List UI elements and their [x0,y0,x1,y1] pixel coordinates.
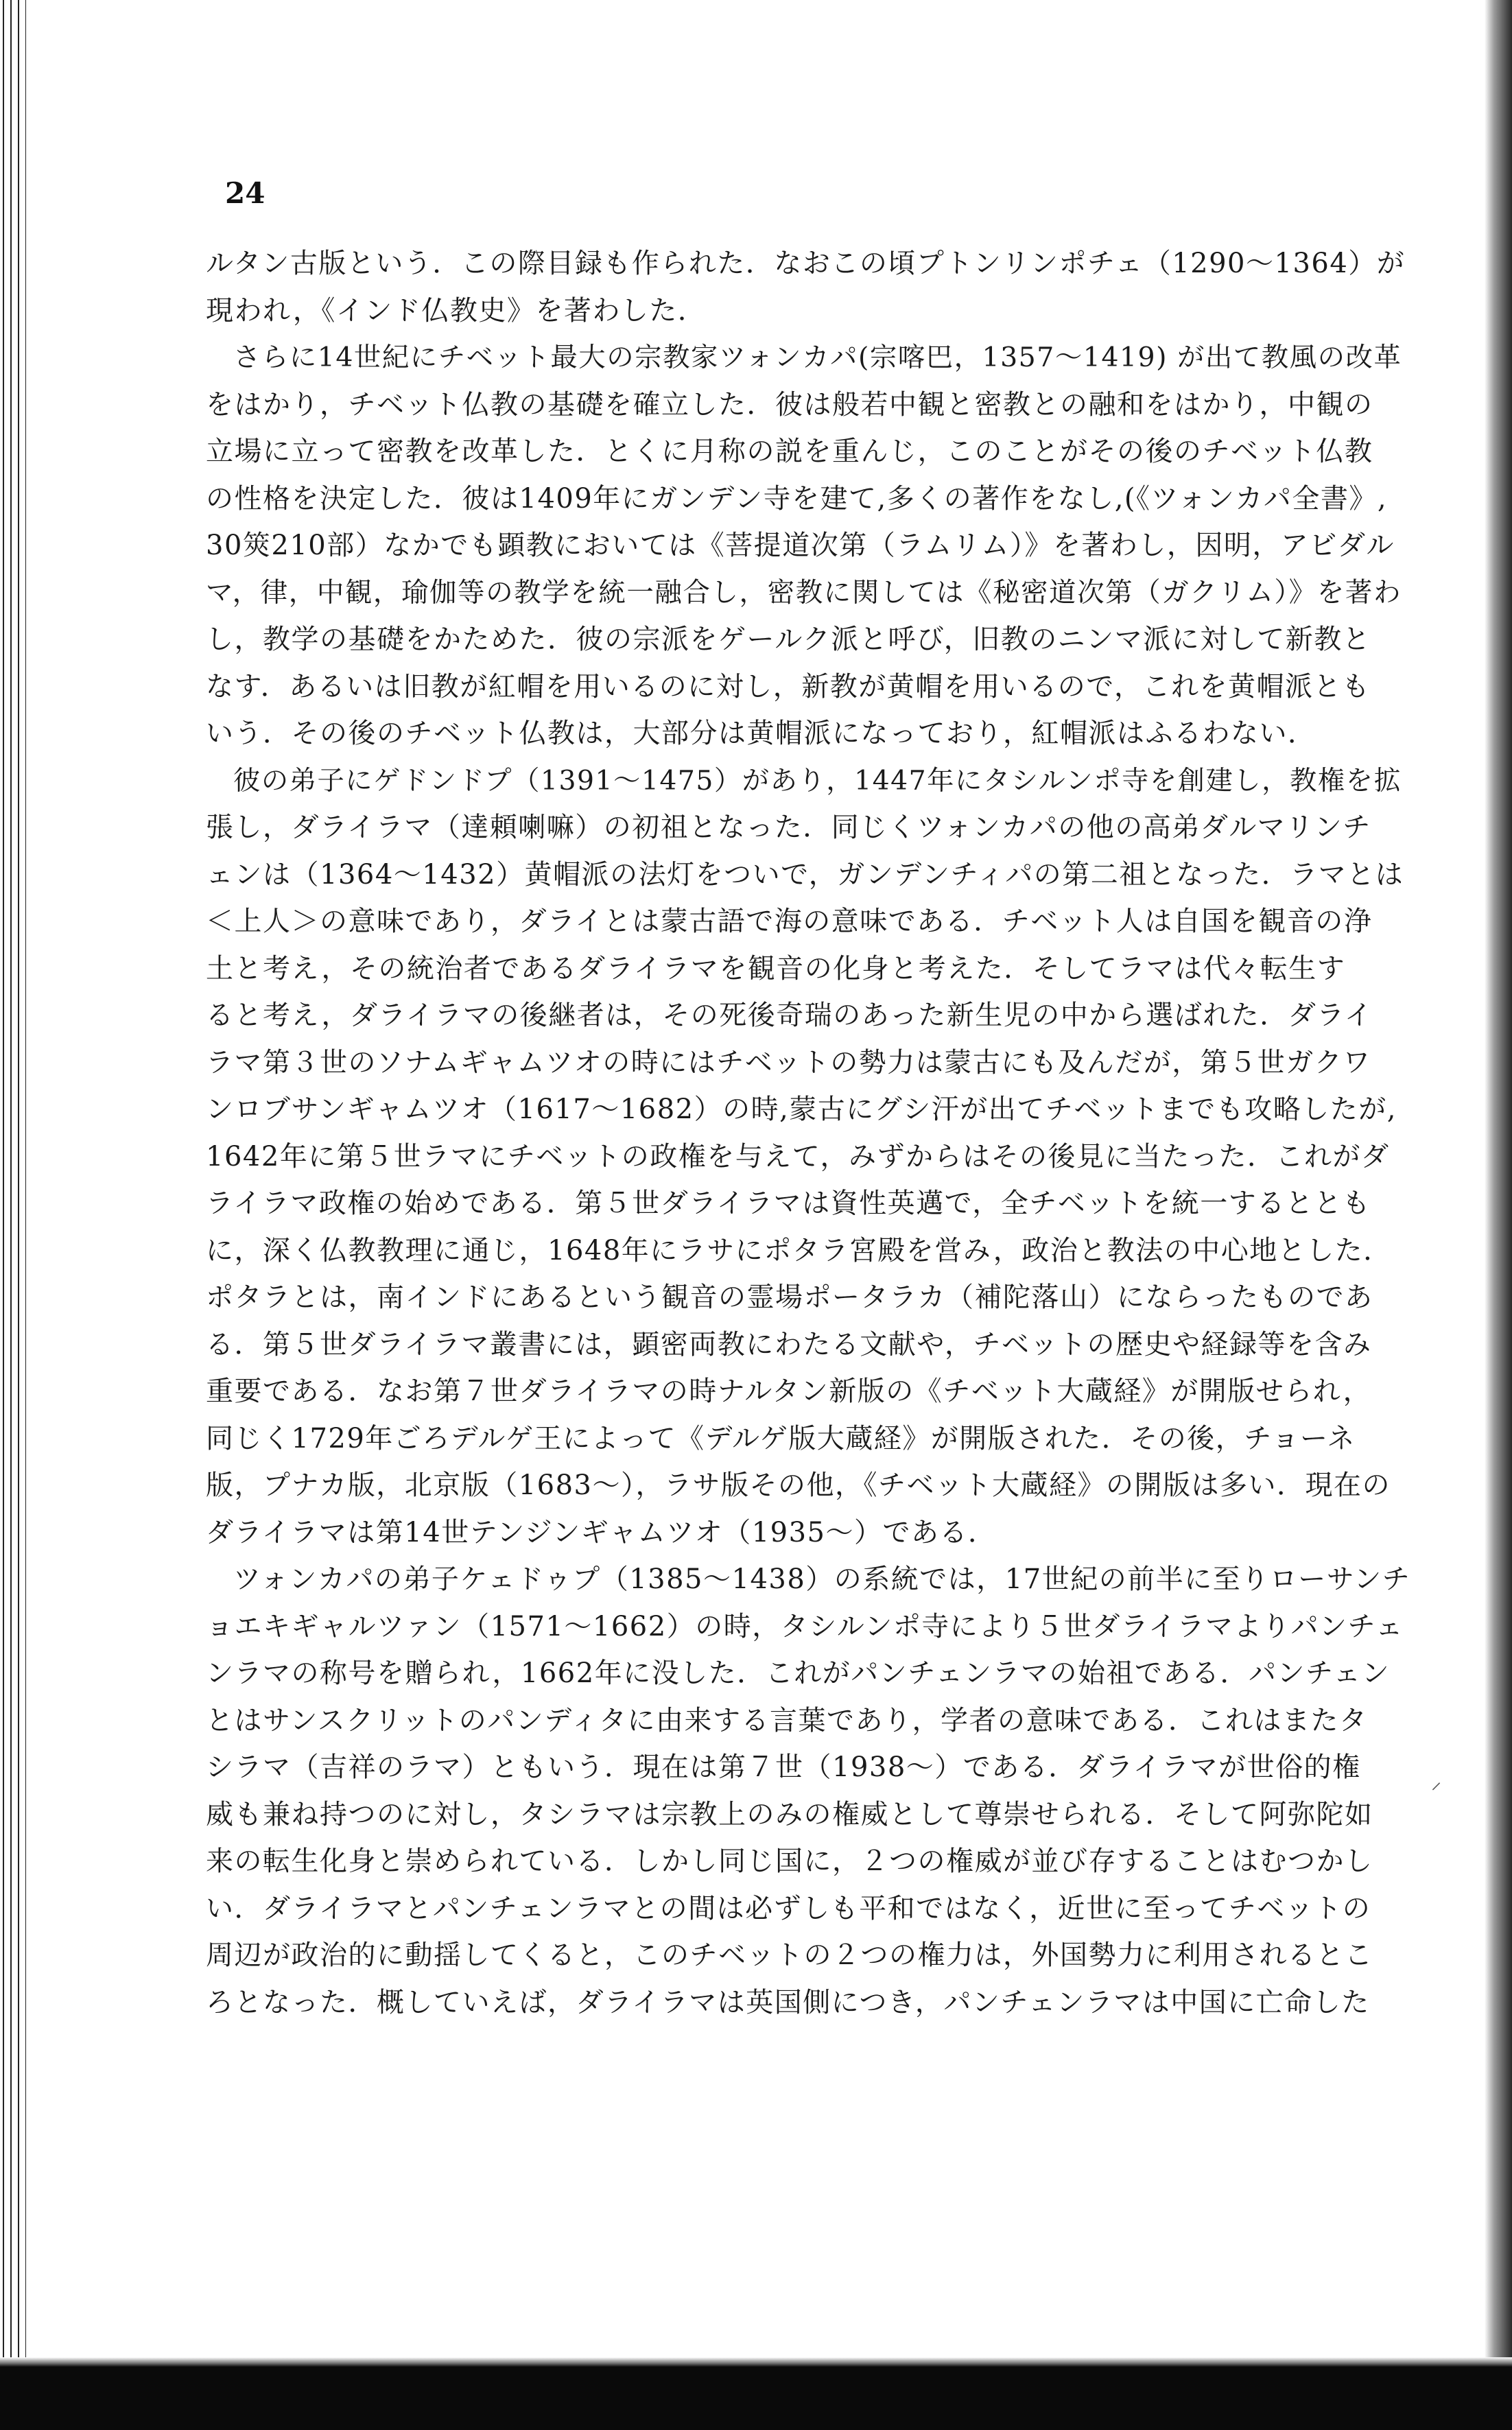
page-binding-right-edge [1485,0,1512,2430]
text-line: ラマ第３世のソナムギャムツオの時にはチベットの勢力は蒙古にも及んだが，第５世ガクワ [206,1046,1371,1078]
text-line: マ，律，中観，瑜伽等の教学を統一融合し，密教に関しては《秘密道次第（ガクリム）》を著わ [206,576,1402,609]
margin-mark: ⸝ [1431,1770,1441,1794]
text-line: 彼の弟子にゲドンドプ（1391～1475）があり，1447年にタシルンポ寺を創建し，教権を拡 [233,764,1402,797]
text-line: なす．あるいは旧教が紅帽を用いるのに対し，新教が黄帽を用いるので，これを黄帽派とも [206,670,1371,703]
text-line: い．ダライラマとパンチェンラマとの間は必ずしも平和ではなく，近世に至ってチベットの [206,1892,1371,1924]
scan-bottom-band [0,2367,1512,2430]
text-line: ツォンカパの弟子ケェドゥプ（1385～1438）の系統では，17世紀の前半に至りローサンチ [233,1564,1411,1595]
text-line: ルタン古版という．この際目録も作られた．なおこの頃プトンリンポチェ（1290～1364）が [206,248,1406,279]
text-line: ダライラマは第14世テンジンギャムツオ（1935～）である． [206,1516,997,1548]
text-line: ンラマの称号を贈られ，1662年に没した．これがパンチェンラマの始祖である．パンチェン [206,1658,1391,1689]
text-line: ョエキギャルツァン（1571～1662）の時，タシルンポ寺により５世ダライラマよりパンチェ [206,1610,1404,1642]
page-number: 24 [225,176,265,210]
page-binding-left-edge [0,0,26,2430]
text-line: ポタラとは，南インドにあるという観音の霊場ポータラカ（補陀落山）にならったものであ [206,1282,1373,1313]
text-line: シラマ（吉祥のラマ）ともいう．現在は第７世（1938～）である．ダライラマが世俗的権 [206,1751,1361,1783]
text-line: ェンは（1364～1432）黄帽派の法灯をついで，ガンデンチィパの第二祖となった．ラマとは [206,858,1404,890]
text-line: ると考え，ダライラマの後継者は，その死後奇瑞のあった新生児の中から選ばれた．ダライ [206,1000,1373,1031]
text-line: 版，プナカ版，北京版（1683～），ラサ版その他，《チベット大蔵経》の開版は多い．現在の [206,1470,1391,1501]
text-line: いう．その後のチベット仏教は，大部分は黄帽派になっており，紅帽派はふるわない． [206,718,1316,749]
body-text [206,240,1413,2026]
text-line: 威も兼ね持つのに対し，タシラマは宗教上のみの権威として尊崇せられる．そして阿弥陀如 [206,1798,1373,1830]
text-line: 周辺が政治的に動揺してくると，このチベットの２つの権力は，外国勢力に利用されるとこ [206,1939,1373,1971]
text-line: 1642年に第５世ラマにチベットの政権を与えて，みずからはその後見に当たった．これがダ [206,1140,1390,1172]
text-line: 土と考え，その統治者であるダライラマを観音の化身と考えた．そしてラマは代々転生す [206,952,1346,984]
text-line: 重要である．なお第７世ダライラマの時ナルタン新版の《チベット大蔵経》が開版せられ， [206,1376,1372,1407]
text-line: る．第５世ダライラマ叢書には，顕密両教にわたる文献や，チベットの歴史や経録等を含み [206,1328,1372,1360]
text-line: に，深く仏教教理に通じ，1648年にラサにポタラ宮殿を営み，政治と教法の中心地とした． [206,1234,1392,1266]
text-line: ＜上人＞の意味であり，ダライとは蒙古語で海の意味である．チベット人は自国を観音の浄 [206,906,1373,937]
text-line: ライラマ政権の始めである．第５世ダライラマは資性英邁で，全チベットを統一するととも [206,1188,1371,1219]
text-line: 張し，ダライラマ（達頼喇嘛）の初祖となった．同じくツォンカパの他の高弟ダルマリンチ [206,812,1371,843]
text-line: 30筴210部）なかでも顕教においては《菩提道次第（ラムリム）》を著わし，因明，アビダル [206,530,1395,561]
text-line: さらに14世紀にチベット最大の宗教家ツォンカパ(宗喀巴，1357～1419) が出て教風の改革 [233,342,1402,373]
text-line: ろとなった．概していえば，ダライラマは英国側につき，パンチェンラマは中国に亡命した [206,1986,1370,2018]
text-line: 現われ，《インド仏教史》を著わした． [206,294,707,327]
text-line: ンロブサンギャムツオ（1617～1682）の時,蒙古にグシ汗が出てチベットまでも攻略したが, [206,1094,1397,1125]
text-line: をはかり，チベット仏教の基礎を確立した．彼は般若中観と密教との融和をはかり，中観の [206,388,1373,421]
text-line: 同じく1729年ごろデルゲ王によって《デルゲ版大蔵経》が開版された．その後，チョーネ [206,1422,1356,1454]
text-line: とはサンスクリットのパンディタに由来する言葉であり，学者の意味である．これはまたタ [206,1704,1368,1736]
text-line: 立場に立って密教を改革した．とくに月称の説を重んじ，このことがその後のチベット仏教 [206,436,1373,467]
text-line: 来の転生化身と崇められている．しかし同じ国に，２つの権威が並び存することはむつかし [206,1845,1373,1877]
scan-shadow-edge [0,2357,1512,2367]
text-line: し，教学の基礎をかためた．彼の宗派をゲールク派と呼び，旧教のニンマ派に対して新教と [206,624,1371,655]
text-line: の性格を決定した．彼は1409年にガンデン寺を建て,多くの著作をなし,(《ツォンカパ全書》, [206,482,1388,515]
